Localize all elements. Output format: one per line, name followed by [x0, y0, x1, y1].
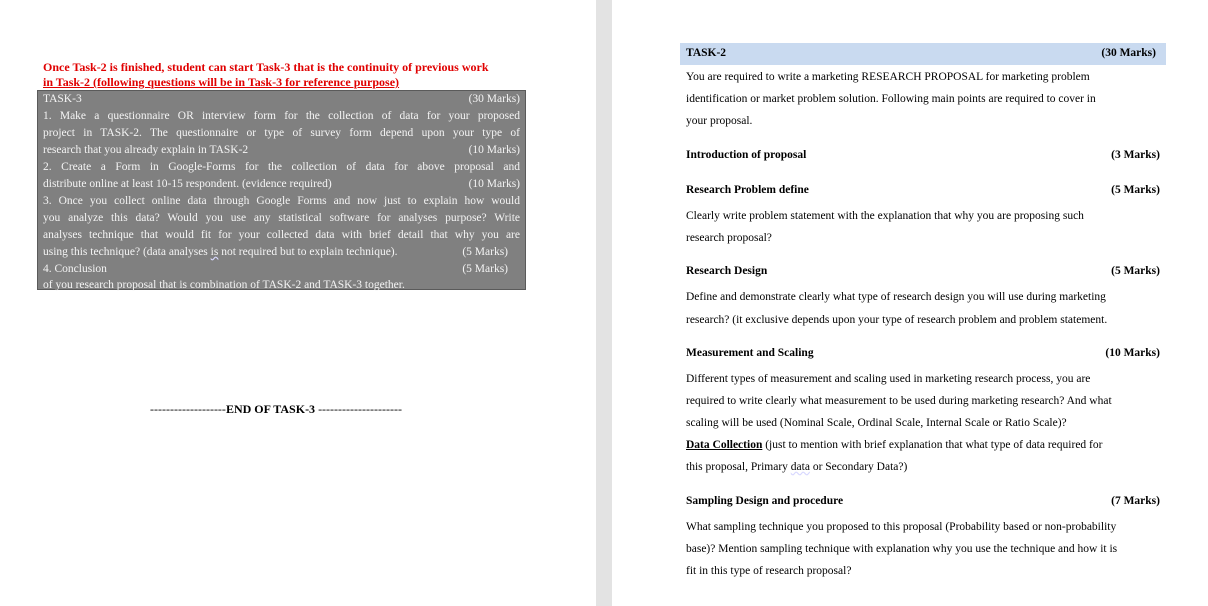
- q2-line-1: 2. Create a Form in Google-Forms for the collection of data for above proposal and: [43, 161, 520, 173]
- section-sampling-title: Sampling Design and procedure: [686, 495, 844, 507]
- data-collection-text-2c: or Secondary Data?): [809, 461, 908, 473]
- end-dashes-right: ---------------------: [315, 402, 402, 416]
- task3-title-row: [43, 91, 520, 108]
- q4-line-2: of you research proposal that is combination of TASK-2 and TASK-3 together.: [43, 279, 405, 291]
- section-problem-line-2: research proposal?: [686, 232, 772, 244]
- data-collection-text-1: (just to mention with brief explanation that what type of data required for: [762, 439, 1103, 451]
- task3-title: TASK-3: [43, 93, 82, 105]
- section-intro-title: Introduction of proposal: [686, 149, 807, 161]
- section-sampling-line-2: base)? Mention sampling technique with explanation why you use the technique and how it is: [686, 543, 1118, 555]
- section-measurement-marks: (10 Marks): [1105, 347, 1160, 359]
- q2-line-2-row: [43, 176, 520, 193]
- q3-line-4b-spellcheck: is: [210, 246, 219, 258]
- q3-line-4c: not required but to explain technique).: [218, 246, 398, 258]
- task2-title: TASK-2: [686, 47, 727, 59]
- data-collection-text-2a: this proposal, Primary: [686, 461, 791, 473]
- end-dashes-left: -------------------: [150, 402, 226, 416]
- data-collection-text-2b-spellcheck: data: [790, 461, 810, 473]
- q1-line-2: project in TASK-2. The questionnaire or type of survey form depend upon your type of: [43, 127, 520, 139]
- section-measurement-title: Measurement and Scaling: [686, 347, 814, 359]
- section-design-marks: (5 Marks): [1111, 265, 1160, 277]
- q4-line-1-row: [43, 261, 520, 278]
- task2-intro-line-3: your proposal.: [686, 115, 753, 127]
- q3-line-2: you analyze this data? Would you use any statistical software for analyses purpose? Write: [43, 212, 520, 224]
- end-of-task3-line: [150, 402, 402, 417]
- task3-box: [37, 90, 526, 290]
- q1-marks: (10 Marks): [468, 144, 520, 156]
- task3-total-marks: (30 Marks): [468, 93, 520, 105]
- left-document-page: [0, 0, 596, 606]
- right-document-page: [612, 0, 1208, 606]
- section-intro-marks: (3 Marks): [1111, 149, 1160, 161]
- task2-intro-line-1: You are required to write a marketing RESEARCH PROPOSAL for marketing problem: [686, 71, 1090, 83]
- section-measurement-line-1: Different types of measurement and scaling used in marketing research process, you are: [686, 373, 1091, 385]
- q2-line-2: distribute online at least 10-15 respondent. (evidence required): [43, 178, 332, 190]
- q1-line-1: 1. Make a questionnaire OR interview form for the collection of data for your proposed: [43, 110, 520, 122]
- section-sampling-line-1: What sampling technique you proposed to this proposal (Probability based or non-probability: [686, 521, 1117, 533]
- q4-marks: (5 Marks): [462, 263, 508, 275]
- section-sampling-marks: (7 Marks): [1111, 495, 1160, 507]
- q4-line-1: 4. Conclusion: [43, 263, 107, 275]
- section-measurement-line-3: scaling will be used (Nominal Scale, Ordinal Scale, Internal Scale or Ratio Scale)?: [686, 417, 1067, 429]
- section-problem-marks: (5 Marks): [1111, 184, 1160, 196]
- q1-line-3: research that you already explain in TASK-2: [43, 144, 249, 156]
- q1-line-3-row: [43, 142, 520, 159]
- section-measurement-line-2: required to write clearly what measurement to be used during marketing research? And what: [686, 395, 1112, 407]
- intro-line-2: in Task-2 (following questions will be in Task-3 for reference purpose): [43, 75, 400, 89]
- q3-line-1: 3. Once you collect online data through Google Forms and now just to explain how would: [43, 195, 520, 207]
- intro-line-1: Once Task-2 is finished, student can start Task-3 that is the continuity of previous work: [43, 60, 489, 74]
- task3-intro-note: [43, 60, 489, 90]
- end-label: END OF TASK-3: [225, 402, 316, 416]
- q3-marks: (5 Marks): [462, 246, 508, 258]
- q2-marks: (10 Marks): [468, 178, 520, 190]
- task2-marks: (30 Marks): [1101, 47, 1156, 59]
- section-problem-line-1: Clearly write problem statement with the explanation that why you are proposing such: [686, 210, 1084, 222]
- data-collection-line-2: [686, 461, 907, 473]
- section-problem-title: Research Problem define: [686, 184, 809, 196]
- section-sampling-line-3: fit in this type of research proposal?: [686, 565, 852, 577]
- section-design-title: Research Design: [686, 265, 768, 277]
- task2-intro-line-2: identification or market problem solution. Following main points are required to cover in: [686, 93, 1096, 105]
- q3-line-4-row: [43, 244, 520, 261]
- q3-line-3: analyses technique that would fit for your collected data with brief detail that why you are: [43, 229, 520, 241]
- section-design-line-1: Define and demonstrate clearly what type of research design you will use during marketing: [686, 291, 1106, 303]
- section-design-line-2: research? (it exclusive depends upon your type of research problem and problem statement.: [686, 314, 1108, 326]
- q3-line-4a: using this technique? (data analyses: [43, 246, 211, 258]
- task2-header: [680, 43, 1166, 65]
- data-collection-title: Data Collection: [686, 439, 763, 451]
- data-collection-line-1: [686, 439, 1102, 451]
